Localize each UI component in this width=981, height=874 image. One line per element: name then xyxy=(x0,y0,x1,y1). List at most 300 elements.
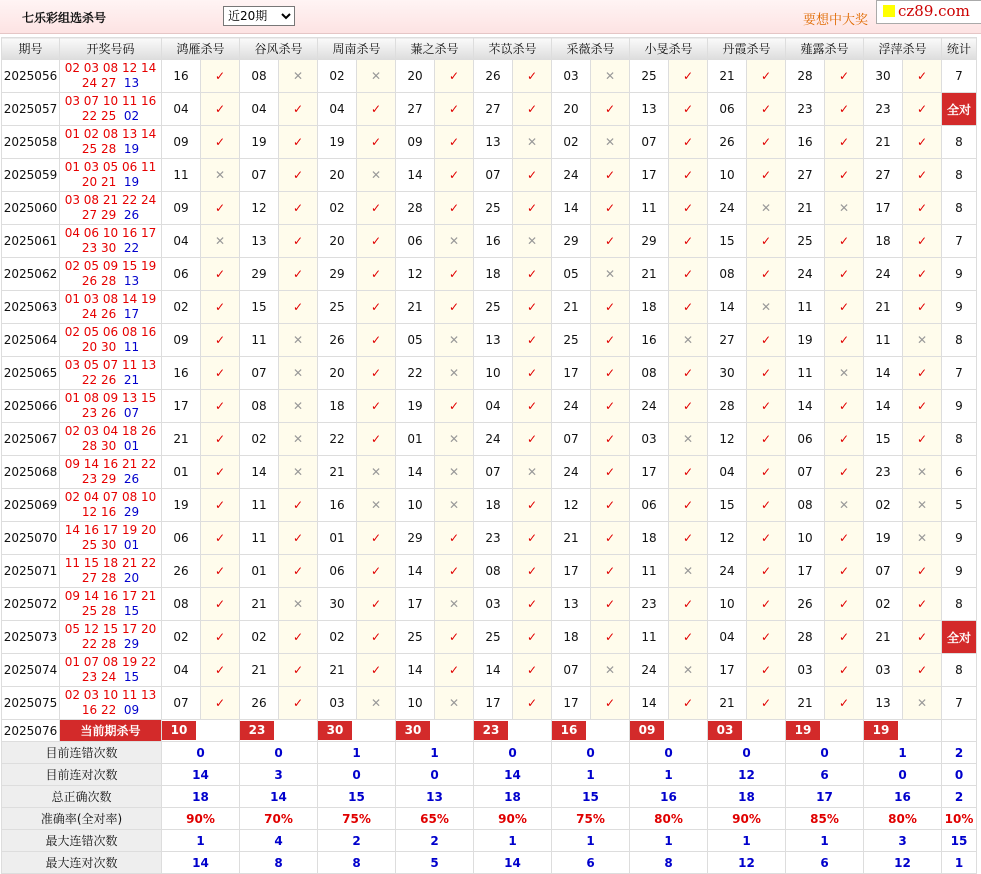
draw-numbers xyxy=(60,192,162,225)
kill-number: 17 xyxy=(786,555,825,588)
summary-value: 4 xyxy=(240,830,318,852)
red-balls-line1: 02 05 09 15 19 xyxy=(64,259,157,273)
current-kill-cell xyxy=(396,720,474,742)
table-row xyxy=(2,522,977,555)
check-icon: ✓ xyxy=(825,390,864,423)
check-icon: ✓ xyxy=(201,522,240,555)
spacer xyxy=(116,637,124,651)
kill-number: 21 xyxy=(708,687,747,720)
current-kill-number: 19 xyxy=(864,721,898,740)
spacer xyxy=(116,604,124,618)
draw-numbers xyxy=(60,60,162,93)
check-icon: ✓ xyxy=(591,159,630,192)
summary-value: 3 xyxy=(864,830,942,852)
kill-number: 02 xyxy=(318,60,357,93)
cross-icon: ✕ xyxy=(669,654,708,687)
cross-icon: ✕ xyxy=(747,291,786,324)
kill-number: 28 xyxy=(786,621,825,654)
spacer xyxy=(116,406,124,420)
summary-value: 8 xyxy=(318,852,396,874)
issue-number: 2025065 xyxy=(2,357,60,390)
site-logo[interactable] xyxy=(876,0,981,24)
summary-value: 80% xyxy=(630,808,708,830)
kill-number: 21 xyxy=(552,291,591,324)
check-icon: ✓ xyxy=(669,357,708,390)
check-icon: ✓ xyxy=(747,423,786,456)
check-icon: ✓ xyxy=(513,489,552,522)
kill-number: 24 xyxy=(708,555,747,588)
check-icon: ✓ xyxy=(357,654,396,687)
check-icon: ✓ xyxy=(591,390,630,423)
summary-row xyxy=(2,852,977,874)
summary-value: 12 xyxy=(708,852,786,874)
cross-icon: ✕ xyxy=(435,357,474,390)
col-expert: 蒹之杀号 xyxy=(396,38,474,60)
kill-number: 18 xyxy=(474,258,513,291)
kill-number: 24 xyxy=(552,456,591,489)
summary-value: 75% xyxy=(318,808,396,830)
kill-number: 09 xyxy=(396,126,435,159)
kill-number: 01 xyxy=(396,423,435,456)
kill-number: 06 xyxy=(162,522,201,555)
summary-value: 15 xyxy=(552,786,630,808)
kill-number: 30 xyxy=(864,60,903,93)
red-balls-line2: 27 29 xyxy=(81,208,117,222)
check-icon: ✓ xyxy=(279,159,318,192)
col-issue: 期号 xyxy=(2,38,60,60)
kill-number: 07 xyxy=(630,126,669,159)
check-icon: ✓ xyxy=(591,192,630,225)
check-icon: ✓ xyxy=(201,357,240,390)
check-icon: ✓ xyxy=(357,192,396,225)
summary-value: 0 xyxy=(864,764,942,786)
issue-number: 2025070 xyxy=(2,522,60,555)
summary-row xyxy=(2,786,977,808)
summary-row xyxy=(2,808,977,830)
numbers-line2 xyxy=(60,406,161,421)
spacer xyxy=(116,241,124,255)
draw-numbers xyxy=(60,654,162,687)
spacer xyxy=(116,472,124,486)
kill-number: 17 xyxy=(162,390,201,423)
blue-ball: 13 xyxy=(123,274,140,288)
kill-number: 11 xyxy=(240,522,279,555)
check-icon: ✓ xyxy=(747,588,786,621)
table-row xyxy=(2,357,977,390)
numbers-line2 xyxy=(60,538,161,553)
kill-number: 16 xyxy=(474,225,513,258)
red-balls-line2: 27 28 xyxy=(81,571,117,585)
check-icon: ✓ xyxy=(669,588,708,621)
summary-label: 目前连错次数 xyxy=(2,742,162,764)
current-kill-number: 19 xyxy=(786,721,820,740)
summary-value: 14 xyxy=(474,764,552,786)
kill-number: 18 xyxy=(474,489,513,522)
kill-number: 17 xyxy=(630,159,669,192)
check-icon: ✓ xyxy=(747,357,786,390)
blue-ball: 20 xyxy=(123,571,140,585)
check-icon: ✓ xyxy=(669,126,708,159)
top-bar xyxy=(0,0,981,34)
spacer xyxy=(116,274,124,288)
current-kill-number: 23 xyxy=(240,721,274,740)
check-icon: ✓ xyxy=(591,291,630,324)
col-expert: 周南杀号 xyxy=(318,38,396,60)
check-icon: ✓ xyxy=(357,357,396,390)
current-kill-cell xyxy=(708,720,786,742)
kill-number: 03 xyxy=(318,687,357,720)
cross-icon: ✕ xyxy=(903,687,942,720)
issue-number: 2025062 xyxy=(2,258,60,291)
cross-icon: ✕ xyxy=(903,324,942,357)
kill-number: 07 xyxy=(864,555,903,588)
check-icon: ✓ xyxy=(591,588,630,621)
cross-icon: ✕ xyxy=(357,60,396,93)
kill-number: 07 xyxy=(240,159,279,192)
red-balls-line1: 02 04 07 08 10 xyxy=(64,490,157,504)
numbers-line2 xyxy=(60,274,161,289)
numbers-line2 xyxy=(60,109,161,124)
red-balls-line1: 01 08 09 13 15 xyxy=(64,391,157,405)
kill-number: 25 xyxy=(474,291,513,324)
check-icon: ✓ xyxy=(825,60,864,93)
cross-icon: ✕ xyxy=(591,258,630,291)
check-icon: ✓ xyxy=(747,489,786,522)
kill-number: 21 xyxy=(864,126,903,159)
kill-number: 22 xyxy=(396,357,435,390)
kill-number: 27 xyxy=(474,93,513,126)
red-balls-line2: 25 30 xyxy=(81,538,117,552)
col-expert: 小旻杀号 xyxy=(630,38,708,60)
check-icon: ✓ xyxy=(279,93,318,126)
current-kill-cell xyxy=(318,720,396,742)
summary-value: 16 xyxy=(630,786,708,808)
blue-ball: 17 xyxy=(123,307,140,321)
kill-number: 13 xyxy=(552,588,591,621)
summary-stat: 2 xyxy=(942,742,977,764)
kill-number: 02 xyxy=(318,192,357,225)
spacer xyxy=(116,373,124,387)
check-icon: ✓ xyxy=(669,159,708,192)
stat-value: 9 xyxy=(942,390,977,423)
kill-number: 19 xyxy=(162,489,201,522)
kill-number: 27 xyxy=(396,93,435,126)
summary-value: 90% xyxy=(474,808,552,830)
issue-number: 2025064 xyxy=(2,324,60,357)
kill-number: 27 xyxy=(786,159,825,192)
check-icon: ✓ xyxy=(357,555,396,588)
check-icon: ✓ xyxy=(669,621,708,654)
check-icon: ✓ xyxy=(903,258,942,291)
kill-number: 27 xyxy=(864,159,903,192)
draw-numbers xyxy=(60,555,162,588)
check-icon: ✓ xyxy=(201,93,240,126)
kill-number: 08 xyxy=(708,258,747,291)
kill-number: 14 xyxy=(630,687,669,720)
summary-value: 1 xyxy=(552,830,630,852)
issue-number: 2025063 xyxy=(2,291,60,324)
table-row xyxy=(2,621,977,654)
col-expert: 采薇杀号 xyxy=(552,38,630,60)
summary-value: 14 xyxy=(162,764,240,786)
kill-number: 24 xyxy=(708,192,747,225)
check-icon: ✓ xyxy=(201,456,240,489)
spacer xyxy=(116,670,124,684)
kill-number: 11 xyxy=(162,159,201,192)
blue-ball: 09 xyxy=(123,703,140,717)
current-kill-number: 10 xyxy=(162,721,196,740)
summary-value: 12 xyxy=(708,764,786,786)
blue-ball: 01 xyxy=(123,538,140,552)
cross-icon: ✕ xyxy=(201,159,240,192)
cross-icon: ✕ xyxy=(747,192,786,225)
issue-number: 2025057 xyxy=(2,93,60,126)
promo-text[interactable]: 要想中大奖 xyxy=(803,13,869,28)
cross-icon: ✕ xyxy=(357,159,396,192)
red-balls-line1: 09 14 16 21 22 xyxy=(64,457,157,471)
red-balls-line1: 01 02 08 13 14 xyxy=(64,127,157,141)
summary-label: 准确率(全对率) xyxy=(2,808,162,830)
kill-number: 08 xyxy=(786,489,825,522)
check-icon: ✓ xyxy=(435,555,474,588)
check-icon: ✓ xyxy=(903,159,942,192)
kill-number: 29 xyxy=(630,225,669,258)
kill-number: 02 xyxy=(552,126,591,159)
summary-stat: 2 xyxy=(942,786,977,808)
draw-numbers xyxy=(60,687,162,720)
summary-stat: 0 xyxy=(942,764,977,786)
red-balls-line2: 22 28 xyxy=(81,637,117,651)
blue-ball: 29 xyxy=(123,637,140,651)
kill-number: 03 xyxy=(786,654,825,687)
stat-value: 9 xyxy=(942,522,977,555)
draw-numbers xyxy=(60,291,162,324)
check-icon: ✓ xyxy=(357,126,396,159)
check-icon: ✓ xyxy=(513,192,552,225)
cross-icon: ✕ xyxy=(669,555,708,588)
summary-value: 1 xyxy=(786,830,864,852)
table-row xyxy=(2,687,977,720)
kill-number: 21 xyxy=(552,522,591,555)
summary-value: 1 xyxy=(162,830,240,852)
check-icon: ✓ xyxy=(279,522,318,555)
summary-label: 最大连错次数 xyxy=(2,830,162,852)
check-icon: ✓ xyxy=(279,258,318,291)
col-numbers: 开奖号码 xyxy=(60,38,162,60)
summary-value: 14 xyxy=(162,852,240,874)
check-icon: ✓ xyxy=(903,423,942,456)
red-balls-line1: 01 07 08 19 22 xyxy=(64,655,157,669)
kill-number: 16 xyxy=(162,357,201,390)
kill-number: 19 xyxy=(240,126,279,159)
current-stat-empty xyxy=(942,720,977,742)
summary-value: 1 xyxy=(864,742,942,764)
kill-number: 10 xyxy=(786,522,825,555)
summary-stat: 1 xyxy=(942,852,977,874)
table-row xyxy=(2,159,977,192)
check-icon: ✓ xyxy=(747,456,786,489)
summary-value: 8 xyxy=(630,852,708,874)
kill-number: 14 xyxy=(552,192,591,225)
kill-number: 25 xyxy=(630,60,669,93)
kill-number: 21 xyxy=(786,192,825,225)
cross-icon: ✕ xyxy=(825,489,864,522)
kill-number: 17 xyxy=(552,687,591,720)
kill-number: 14 xyxy=(396,456,435,489)
summary-value: 6 xyxy=(552,852,630,874)
red-balls-line2: 22 25 xyxy=(81,109,117,123)
blue-ball: 07 xyxy=(123,406,140,420)
check-icon: ✓ xyxy=(435,159,474,192)
red-balls-line2: 22 26 xyxy=(81,373,117,387)
kill-number: 13 xyxy=(474,324,513,357)
current-kill-number: 09 xyxy=(630,721,664,740)
summary-value: 70% xyxy=(240,808,318,830)
draw-numbers xyxy=(60,522,162,555)
kill-number: 29 xyxy=(396,522,435,555)
check-icon: ✓ xyxy=(513,687,552,720)
summary-stat: 15 xyxy=(942,830,977,852)
cross-icon: ✕ xyxy=(357,456,396,489)
cross-icon: ✕ xyxy=(201,225,240,258)
stat-value: 8 xyxy=(942,423,977,456)
check-icon: ✓ xyxy=(591,324,630,357)
blue-ball: 26 xyxy=(123,472,140,486)
kill-number: 13 xyxy=(864,687,903,720)
kill-number: 08 xyxy=(474,555,513,588)
stat-value: 5 xyxy=(942,489,977,522)
cross-icon: ✕ xyxy=(591,60,630,93)
kill-number: 21 xyxy=(708,60,747,93)
check-icon: ✓ xyxy=(435,654,474,687)
kill-number: 12 xyxy=(708,522,747,555)
stat-value: 7 xyxy=(942,225,977,258)
summary-value: 8 xyxy=(240,852,318,874)
kill-number: 11 xyxy=(240,324,279,357)
kill-number: 14 xyxy=(396,555,435,588)
kill-number: 12 xyxy=(708,423,747,456)
table-row xyxy=(2,258,977,291)
draw-numbers xyxy=(60,225,162,258)
blue-ball: 19 xyxy=(123,142,140,156)
summary-value: 3 xyxy=(240,764,318,786)
numbers-line2 xyxy=(60,76,161,91)
summary-value: 1 xyxy=(396,742,474,764)
check-icon: ✓ xyxy=(591,93,630,126)
kill-number: 03 xyxy=(552,60,591,93)
spacer xyxy=(116,439,124,453)
cross-icon: ✕ xyxy=(513,126,552,159)
check-icon: ✓ xyxy=(747,555,786,588)
check-icon: ✓ xyxy=(435,192,474,225)
draw-numbers xyxy=(60,489,162,522)
check-icon: ✓ xyxy=(747,126,786,159)
kill-number: 24 xyxy=(864,258,903,291)
issue-number: 2025073 xyxy=(2,621,60,654)
kill-number: 03 xyxy=(474,588,513,621)
cross-icon: ✕ xyxy=(669,423,708,456)
cross-icon: ✕ xyxy=(279,60,318,93)
red-balls-line2: 20 30 xyxy=(81,340,117,354)
red-balls-line2: 23 30 xyxy=(81,241,117,255)
check-icon: ✓ xyxy=(591,621,630,654)
check-icon: ✓ xyxy=(669,291,708,324)
kill-number: 02 xyxy=(162,621,201,654)
check-icon: ✓ xyxy=(825,654,864,687)
check-icon: ✓ xyxy=(903,555,942,588)
summary-value: 6 xyxy=(786,764,864,786)
stat-value: 9 xyxy=(942,555,977,588)
red-balls-line1: 03 05 07 11 13 xyxy=(64,358,157,372)
kill-number: 02 xyxy=(864,489,903,522)
current-kill-number: 16 xyxy=(552,721,586,740)
issue-number: 2025059 xyxy=(2,159,60,192)
cross-icon: ✕ xyxy=(357,687,396,720)
check-icon: ✓ xyxy=(591,522,630,555)
check-icon: ✓ xyxy=(279,555,318,588)
kill-number: 21 xyxy=(864,291,903,324)
kill-number: 24 xyxy=(630,390,669,423)
kill-number: 30 xyxy=(318,588,357,621)
kill-number: 14 xyxy=(708,291,747,324)
kill-number: 19 xyxy=(786,324,825,357)
kill-number: 17 xyxy=(552,357,591,390)
current-kill-cell xyxy=(240,720,318,742)
kill-number: 02 xyxy=(240,423,279,456)
kill-number: 04 xyxy=(474,390,513,423)
check-icon: ✓ xyxy=(747,60,786,93)
red-balls-line1: 02 05 06 08 16 xyxy=(64,325,157,339)
red-balls-line1: 03 07 10 11 16 xyxy=(64,94,157,108)
stat-value: 6 xyxy=(942,456,977,489)
check-icon: ✓ xyxy=(825,687,864,720)
check-icon: ✓ xyxy=(201,588,240,621)
col-expert: 鸿雁杀号 xyxy=(162,38,240,60)
blue-ball: 22 xyxy=(123,241,140,255)
spacer xyxy=(116,109,124,123)
check-icon: ✓ xyxy=(903,390,942,423)
period-select[interactable] xyxy=(223,6,295,26)
kill-number: 14 xyxy=(474,654,513,687)
issue-number: 2025060 xyxy=(2,192,60,225)
spacer xyxy=(116,142,124,156)
check-icon: ✓ xyxy=(279,621,318,654)
blue-ball: 11 xyxy=(123,340,140,354)
kill-number: 23 xyxy=(864,93,903,126)
summary-value: 0 xyxy=(318,764,396,786)
numbers-line2 xyxy=(60,571,161,586)
kill-number: 18 xyxy=(864,225,903,258)
summary-value: 17 xyxy=(786,786,864,808)
check-icon: ✓ xyxy=(825,456,864,489)
stat-value: 8 xyxy=(942,588,977,621)
kill-number: 17 xyxy=(396,588,435,621)
kill-number: 13 xyxy=(474,126,513,159)
summary-row xyxy=(2,764,977,786)
blue-ball: 13 xyxy=(123,76,140,90)
red-balls-line2: 24 27 xyxy=(81,76,117,90)
summary-value: 12 xyxy=(864,852,942,874)
kill-number: 07 xyxy=(786,456,825,489)
kill-number: 10 xyxy=(708,588,747,621)
kill-number: 11 xyxy=(786,291,825,324)
kill-number: 29 xyxy=(240,258,279,291)
summary-value: 1 xyxy=(318,742,396,764)
numbers-line2 xyxy=(60,505,161,520)
kill-number: 06 xyxy=(786,423,825,456)
spacer xyxy=(116,571,124,585)
cross-icon: ✕ xyxy=(903,489,942,522)
